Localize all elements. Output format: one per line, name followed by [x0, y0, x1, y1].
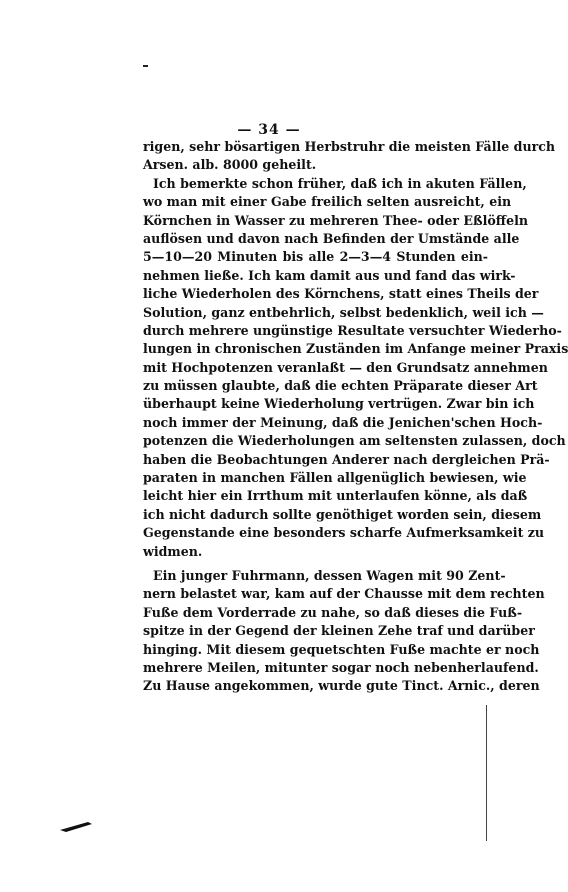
text-line: widmen.	[143, 543, 203, 559]
text-line: nern belastet war, kam auf der Chausse mit dem rechten	[143, 586, 545, 602]
page-edge-line	[486, 705, 487, 841]
text-line: Zu Hause angekommen, wurde gute Tinct. Arnic., deren	[143, 678, 540, 694]
ink-smudge-mark	[58, 818, 94, 834]
text-line: durch mehrere ungünstige Resultate versuchter Wiederho-	[143, 322, 562, 338]
paragraph	[143, 138, 556, 175]
text-line: 5—10—20 Minuten bis alle 2—3—4 Stunden ein-	[143, 249, 488, 265]
text-line: lungen in chronischen Zuständen im Anfange meiner Praxis	[143, 341, 568, 357]
text-line: ich nicht dadurch sollte genöthiget worden sein, diesem	[143, 506, 542, 522]
text-line: Arsen. alb. 8000 geheilt.	[143, 157, 317, 173]
text-line: Fuße dem Vorderrade zu nahe, so daß dieses die Fuß-	[143, 604, 523, 620]
text-line: potenzen die Wiederholungen am seltensten zulassen, doch	[143, 433, 566, 449]
top-dash-mark	[143, 65, 148, 67]
text-line: nehmen ließe. Ich kam damit aus und fand das wirk-	[143, 267, 516, 283]
text-line: Solution, ganz entbehrlich, selbst bedenklich, weil ich —	[143, 304, 544, 320]
text-line: Ich bemerkte schon früher, daß ich in akuten Fällen,	[153, 175, 527, 191]
text-line: leicht hier ein Irrthum mit unterlaufen könne, als daß	[143, 488, 528, 504]
body-text	[143, 138, 568, 696]
text-line: auflösen und davon nach Befinden der Umstände alle	[143, 230, 520, 246]
paragraph	[143, 567, 545, 696]
text-line: hinging. Mit diesem gequetschten Fuße machte er noch	[143, 641, 540, 657]
text-line: Körnchen in Wasser zu mehreren Thee- oder Eßlöffeln	[143, 212, 529, 228]
text-line: rigen, sehr bösartigen Herbstruhr die meisten Fälle durch	[143, 139, 556, 154]
text-line: noch immer der Meinung, daß die Jenichen'schen Hoch-	[143, 414, 543, 430]
text-line: zu müssen glaubte, daß die echten Präparate dieser Art	[143, 378, 538, 394]
text-line: liche Wiederholen des Körnchens, statt eines Theils der	[143, 286, 539, 302]
text-line: mehrere Meilen, mitunter sogar noch nebenherlaufend.	[143, 659, 539, 675]
text-line: mit Hochpotenzen veranlaßt — den Grundsatz annehmen	[143, 359, 548, 375]
text-line: haben die Beobachtungen Anderer nach dergleichen Prä-	[143, 451, 550, 467]
text-line: wo man mit einer Gabe freilich selten ausreicht, ein	[143, 194, 512, 210]
text-line: überhaupt keine Wiederholung vertrügen. Zwar bin ich	[143, 396, 535, 412]
text-line: Ein junger Fuhrmann, dessen Wagen mit 90 Zent-	[153, 567, 506, 583]
page-number: — 34 —	[237, 122, 301, 138]
paragraph	[143, 175, 568, 561]
text-line: Gegenstande eine besonders scharfe Aufmerksamkeit zu	[143, 525, 545, 541]
text-line: spitze in der Gegend der kleinen Zehe traf und darüber	[143, 623, 535, 639]
text-line: paraten in manchen Fällen allgenüglich bewiesen, wie	[143, 470, 527, 486]
